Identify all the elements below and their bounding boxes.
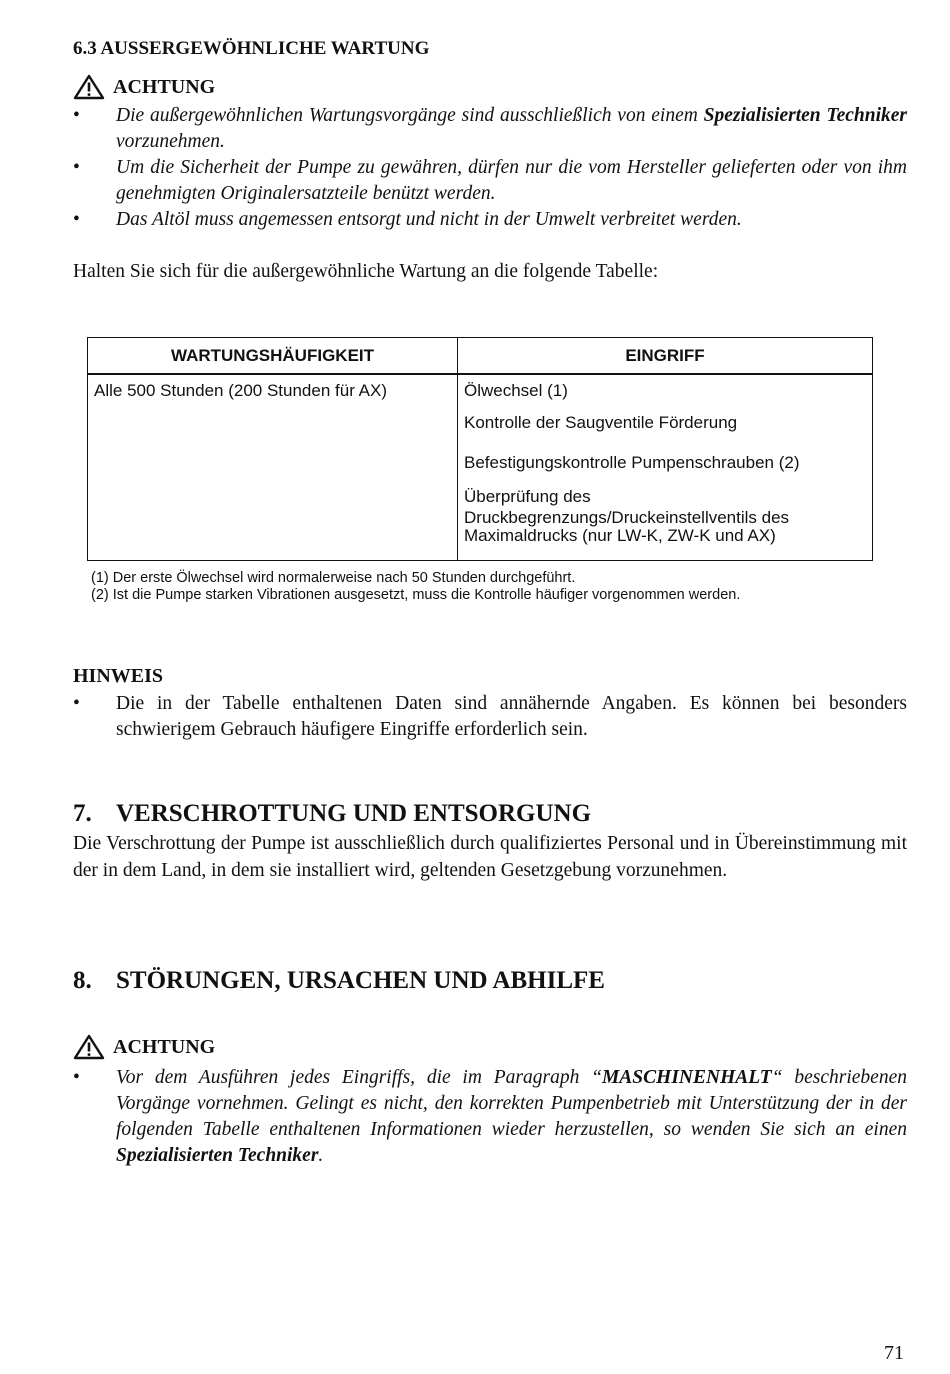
warning-header-1 bbox=[73, 74, 215, 100]
list-item bbox=[73, 1065, 907, 1169]
section-8-title: STÖRUNGEN, URSACHEN UND ABHILFE bbox=[116, 967, 605, 994]
warning-label-2: ACHTUNG bbox=[113, 1035, 216, 1058]
list-item: • Um die Sicherheit der Pumpe zu gewähren, dürfen nur die vom Hersteller gelieferten oder von ihm genehmigten Originalersatzteile benützt werden. bbox=[73, 155, 907, 207]
note-label: HINWEIS bbox=[73, 665, 164, 687]
table-header-row bbox=[87, 337, 873, 375]
section-6-3-title: 6.3 AUSSERGEWÖHNLICHE WARTUNG bbox=[73, 38, 430, 59]
table-intro: Halten Sie sich für die außergewöhnliche Wartung an die folgende Tabelle: bbox=[73, 261, 659, 282]
footnote-2: (2) Ist die Pumpe starken Vibrationen ausgesetzt, muss die Kontrolle häufiger vorgenommen werden. bbox=[91, 587, 741, 603]
table-footnotes bbox=[91, 570, 921, 604]
warning-list-1 bbox=[73, 103, 907, 233]
list-item bbox=[73, 103, 907, 155]
warning-triangle-icon bbox=[73, 1034, 105, 1060]
warning-triangle-icon bbox=[73, 74, 105, 100]
section-7-title: VERSCHROTTUNG UND ENTSORGUNG bbox=[116, 800, 592, 827]
cell-frequency: Alle 500 Stunden (200 Stunden für AX) bbox=[87, 375, 458, 561]
col-header-frequency: WARTUNGSHÄUFIGKEIT bbox=[87, 337, 458, 375]
section-8-bold-1: MASCHINENHALT bbox=[601, 1067, 772, 1088]
intervention4-line1: Überprüfung des bbox=[464, 487, 591, 506]
section-8-number: 8. bbox=[73, 967, 92, 994]
maintenance-table bbox=[87, 337, 873, 561]
warning-label-1: ACHTUNG bbox=[113, 75, 216, 98]
maintenance-table-wrapper bbox=[87, 337, 873, 561]
page-number: 71 bbox=[884, 1342, 904, 1364]
section-8-text-a: Vor dem Ausführen jedes Eingriffs, die im Paragraph “ bbox=[116, 1067, 602, 1088]
bullet1-bold: Spezialisierten Techniker bbox=[703, 105, 907, 126]
note-list bbox=[73, 691, 907, 743]
section-7-text: Die Verschrottung der Pumpe ist ausschließlich durch qualifiziertes Personal und in Übereinstimmung mit der in dem Land, in dem sie installiert wird, geltenden Gesetzgebung vorzunehmen. bbox=[73, 833, 907, 881]
cell-intervention: Befestigungskontrolle Pumpenschrauben (2) bbox=[458, 448, 873, 483]
cell-intervention: Kontrolle der Saugventile Förderung bbox=[458, 408, 873, 448]
table-row bbox=[87, 375, 873, 408]
section-7-heading bbox=[73, 800, 591, 828]
footnote-1: (1) Der erste Ölwechsel wird normalerweise nach 50 Stunden durchgeführt. bbox=[91, 570, 576, 586]
section-8-bold-2: Spezialisierten Techniker bbox=[116, 1145, 319, 1166]
cell-intervention bbox=[458, 483, 873, 561]
section-7-number: 7. bbox=[73, 800, 92, 827]
bullet1-text: Die außergewöhnlichen Wartungsvorgänge sind ausschließlich von einem bbox=[116, 105, 704, 126]
section-8-text-b: “ beschriebenen Vorgänge vornehmen. Gelingt es nicht, den korrekten Pumpenbetrieb mit Unterstützung der in der folgenden Tabelle enthaltenen Informationen wieder herzustellen, so wenden Sie sich an einen bbox=[116, 1067, 907, 1140]
intervention4-line3: Maximaldrucks (nur LW-K, ZW-K und AX) bbox=[464, 526, 776, 545]
cell-intervention: Ölwechsel (1) bbox=[458, 375, 873, 408]
intervention4-line2: Druckbegrenzungs/Druckeinstellventils des bbox=[464, 508, 790, 527]
section-8-heading bbox=[73, 967, 605, 995]
list-item: • Die in der Tabelle enthaltenen Daten sind annähernde Angaben. Es können bei besonders schwierigem Gebrauch häufigere Eingriffe erforderlich sein. bbox=[73, 691, 907, 743]
bullet1-text-end: vorzunehmen. bbox=[116, 131, 225, 152]
list-item: • Das Altöl muss angemessen entsorgt und nicht in der Umwelt verbreitet werden. bbox=[73, 207, 907, 233]
col-header-intervention: EINGRIFF bbox=[458, 337, 873, 375]
warning-list-2 bbox=[73, 1065, 907, 1169]
section-8-text-c: . bbox=[318, 1145, 324, 1166]
warning-header-2 bbox=[73, 1034, 215, 1060]
